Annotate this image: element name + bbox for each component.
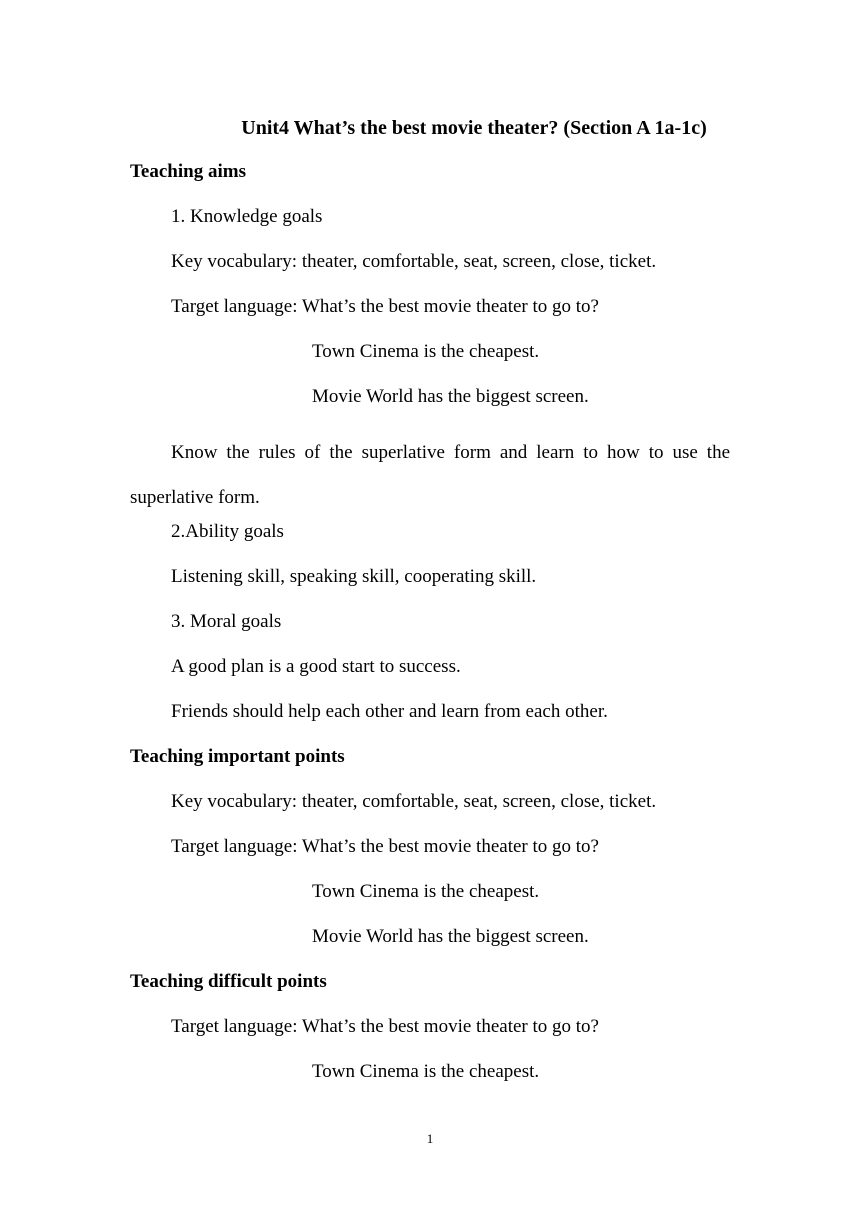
target-language-line: Target language: What’s the best movie theater to go to? — [171, 1016, 599, 1037]
heading-teaching-important-points: Teaching important points — [130, 746, 345, 767]
superlative-rules-paragraph: Know the rules of the superlative form and learn to how to use the superlative form. — [130, 442, 730, 508]
knowledge-goals-label: 1. Knowledge goals — [171, 206, 323, 227]
target-language-example: Movie World has the biggest screen. — [312, 386, 589, 407]
target-language-example: Town Cinema is the cheapest. — [312, 1061, 540, 1082]
ability-goals-text: Listening skill, speaking skill, cooperating skill. — [171, 566, 537, 587]
key-vocabulary-line: Key vocabulary: theater, comfortable, seat, screen, close, ticket. — [171, 251, 657, 272]
target-language-line: Target language: What’s the best movie theater to go to? — [171, 296, 599, 317]
target-language-example: Town Cinema is the cheapest. — [312, 341, 540, 362]
target-language-example: Town Cinema is the cheapest. — [312, 881, 540, 902]
moral-goals-text: Friends should help each other and learn from each other. — [171, 701, 608, 722]
moral-goals-label: 3. Moral goals — [171, 611, 282, 632]
target-language-example: Movie World has the biggest screen. — [312, 926, 589, 947]
ability-goals-label: 2.Ability goals — [171, 521, 284, 542]
page-number: 1 — [426, 1131, 434, 1146]
document-title: Unit4 What’s the best movie theater? (Section A 1a-1c) — [241, 117, 707, 139]
key-vocabulary-line: Key vocabulary: theater, comfortable, seat, screen, close, ticket. — [171, 791, 657, 812]
heading-teaching-difficult-points: Teaching difficult points — [130, 971, 327, 992]
heading-teaching-aims: Teaching aims — [130, 161, 246, 182]
moral-goals-text: A good plan is a good start to success. — [171, 656, 461, 677]
target-language-line: Target language: What’s the best movie theater to go to? — [171, 836, 599, 857]
